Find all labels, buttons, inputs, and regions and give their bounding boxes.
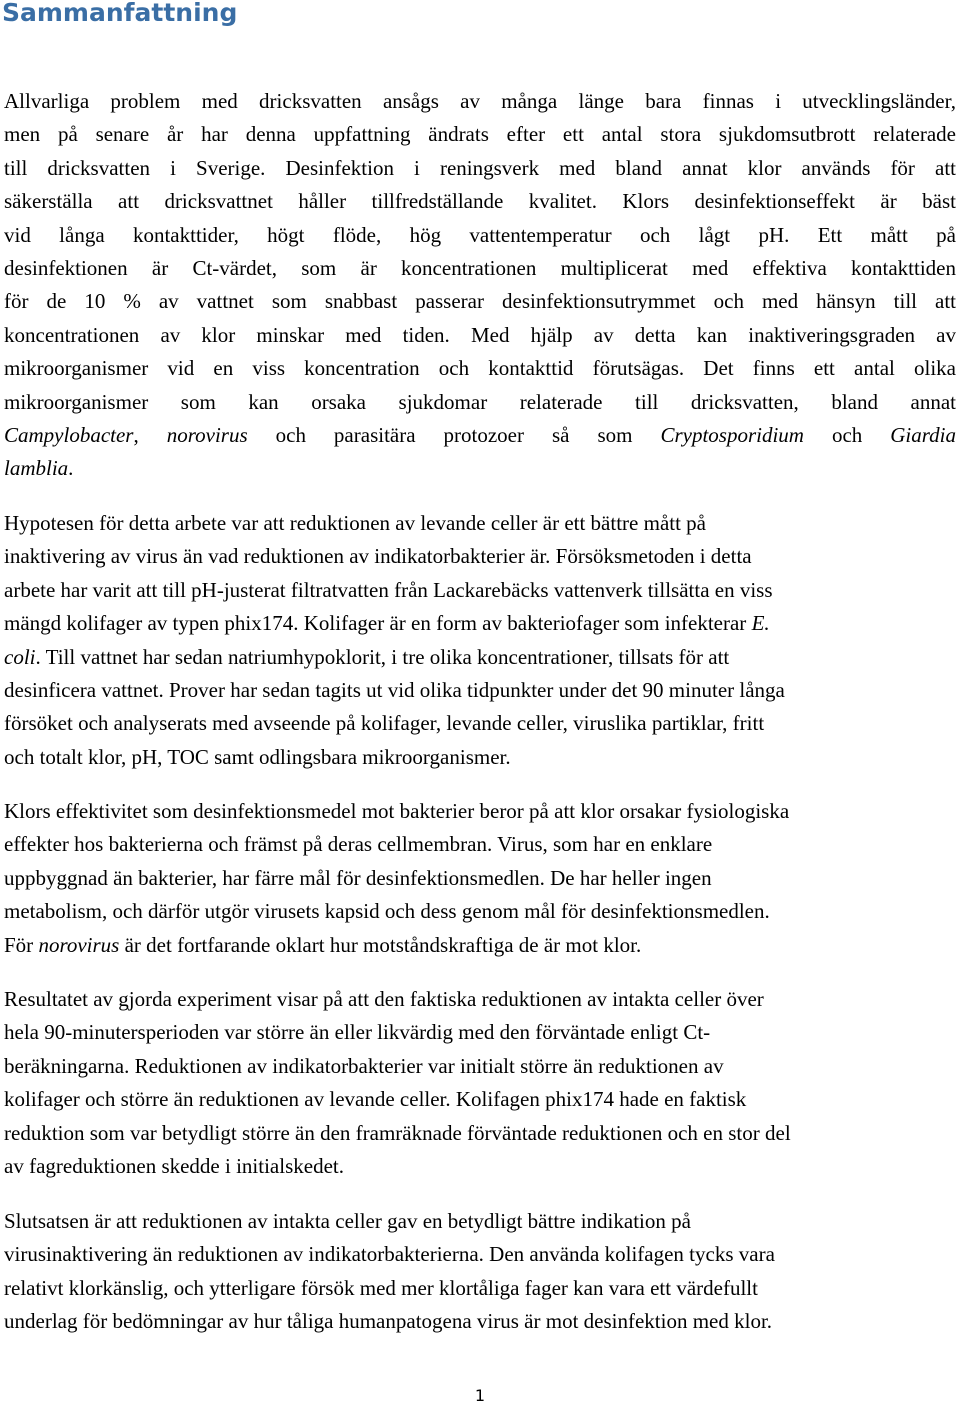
text-line: arbete har varit att till pH-justerat filtratvatten från Lackarebäcks vattenverk tillsätta en viss — [4, 577, 773, 602]
text-line: metabolism, och därför utgör virusets kapsid och dess genom mål för desinfektionsmedlen. — [4, 899, 770, 924]
text-line: virusinaktivering än reduktionen av indikatorbakterierna. Den använda kolifagen tycks vara — [4, 1242, 775, 1267]
text-line: underlag för bedömningar av hur tåliga humanpatogena virus är mot desinfektion med klor. — [4, 1309, 773, 1334]
text-fragment: För — [4, 932, 39, 957]
text-line: kolifager och större än reduktionen av levande celler. Kolifagen phix174 hade en faktisk — [4, 1087, 747, 1112]
text-line — [4, 419, 956, 452]
text-line: uppbyggnad än bakterier, har färre mål för desinfektionsmedlen. De har heller ingen — [4, 865, 712, 890]
text-line — [4, 607, 956, 640]
species-name-coli: coli — [4, 644, 36, 669]
text-line: Klors effektivitet som desinfektionsmedel mot bakterier beror på att klor orsakar fysiologiska — [4, 799, 790, 823]
text-line: Allvarliga problem med dricksvatten ansågs av många länge bara finnas i utvecklingsländer, — [4, 89, 956, 113]
species-name-norovirus: norovirus — [38, 932, 120, 957]
text-line: men på senare år har denna uppfattning ändrats efter ett antal stora sjukdomsutbrott relaterade — [4, 122, 956, 147]
text-line: av fagreduktionen skedde i initialskedet. — [4, 1154, 344, 1179]
text-line: inaktivering av virus än vad reduktionen av indikatorbakterier är. Försöksmetoden i detta — [4, 544, 752, 569]
summary-paragraph-5 — [4, 1205, 956, 1339]
text-fragment: mängd kolifager av typen phix174. Kolifager är en form av bakteriofager som infekterar — [4, 611, 752, 636]
page-number: 1 — [474, 1386, 486, 1405]
summary-paragraph-1 — [4, 85, 956, 486]
text-line: reduktion som var betydligt större än den framräknade förväntade reduktionen och en stor del — [4, 1120, 791, 1145]
species-name-lamblia: lamblia — [4, 456, 69, 481]
text-line: Slutsatsen är att reduktionen av intakta celler gav en betydligt bättre indikation på — [4, 1209, 691, 1233]
summary-paragraph-3 — [4, 795, 956, 962]
text-line: mikroorganismer som kan orsaka sjukdomar relaterade till dricksvatten, bland annat — [4, 389, 956, 414]
species-name-giardia: Giardia — [890, 423, 956, 448]
species-name-campylobacter: Campylobacter — [4, 423, 134, 448]
text-line: till dricksvatten i Sverige. Desinfektion i reningsverk med bland annat klor används för att — [4, 155, 956, 180]
summary-paragraph-2 — [4, 507, 956, 774]
text-line — [4, 452, 956, 485]
text-fragment: är det fortfarande oklart hur motståndskraftiga de är mot klor. — [119, 932, 642, 957]
text-line: vid långa kontakttider, högt flöde, hög vattentemperatur och lågt pH. Ett mått på — [4, 222, 956, 247]
text-fragment: . Till vattnet har sedan natriumhypoklorit, i tre olika koncentrationer, tillsats för att — [35, 644, 730, 669]
text-line: desinficera vattnet. Prover har sedan tagits ut vid olika tidpunkter under det 90 minuter långa — [4, 678, 785, 703]
species-name-norovirus: norovirus — [166, 423, 248, 448]
summary-paragraph-4 — [4, 983, 956, 1183]
page-title: Sammanfattning — [2, 0, 238, 27]
text-line: försöket och analyserats med avseende på kolifager, levande celler, viruslika partiklar, fritt — [4, 711, 765, 736]
text-line: beräkningarna. Reduktionen av indikatorbakterier var initialt större än reduktionen av — [4, 1053, 724, 1078]
species-name-cryptosporidium: Cryptosporidium — [660, 423, 804, 448]
text-line: för de 10 % av vattnet som snabbast passerar desinfektionsutrymmet och med hänsyn till att — [4, 289, 956, 314]
text-line: säkerställa att dricksvattnet håller tillfredställande kvalitet. Klors desinfektionseffekt är bäst — [4, 189, 956, 214]
text-line: koncentrationen av klor minskar med tiden. Med hjälp av detta kan inaktiveringsgraden av — [4, 322, 956, 347]
text-line: desinfektionen är Ct-värdet, som är koncentrationen multiplicerat med effektiva kontakttiden — [4, 256, 956, 281]
species-name-e: E. — [751, 611, 770, 636]
text-fragment: . — [68, 456, 74, 481]
text-fragment: och parasitära protozoer så som — [247, 423, 661, 448]
text-line: Resultatet av gjorda experiment visar på att den faktiska reduktionen av intakta celler över — [4, 987, 764, 1011]
text-fragment: , — [133, 423, 167, 448]
text-line: hela 90-minutersperioden var större än eller likvärdig med den förväntade enligt Ct- — [4, 1020, 711, 1045]
text-line: mikroorganismer vid en viss koncentration och kontakttid förutsägas. Det finns ett antal olika — [4, 356, 956, 381]
text-line: effekter hos bakterierna och främst på deras cellmembran. Virus, som har en enklare — [4, 832, 713, 857]
text-fragment: och — [803, 423, 891, 448]
text-line: och totalt klor, pH, TOC samt odlingsbara mikroorganismer. — [4, 744, 511, 769]
text-line — [4, 929, 956, 962]
text-line: relativt klorkänslig, och ytterligare försök med mer klortåliga fager kan vara ett värdefullt — [4, 1275, 758, 1300]
text-line — [4, 641, 956, 674]
text-line: Hypotesen för detta arbete var att reduktionen av levande celler är ett bättre mått på — [4, 511, 707, 535]
